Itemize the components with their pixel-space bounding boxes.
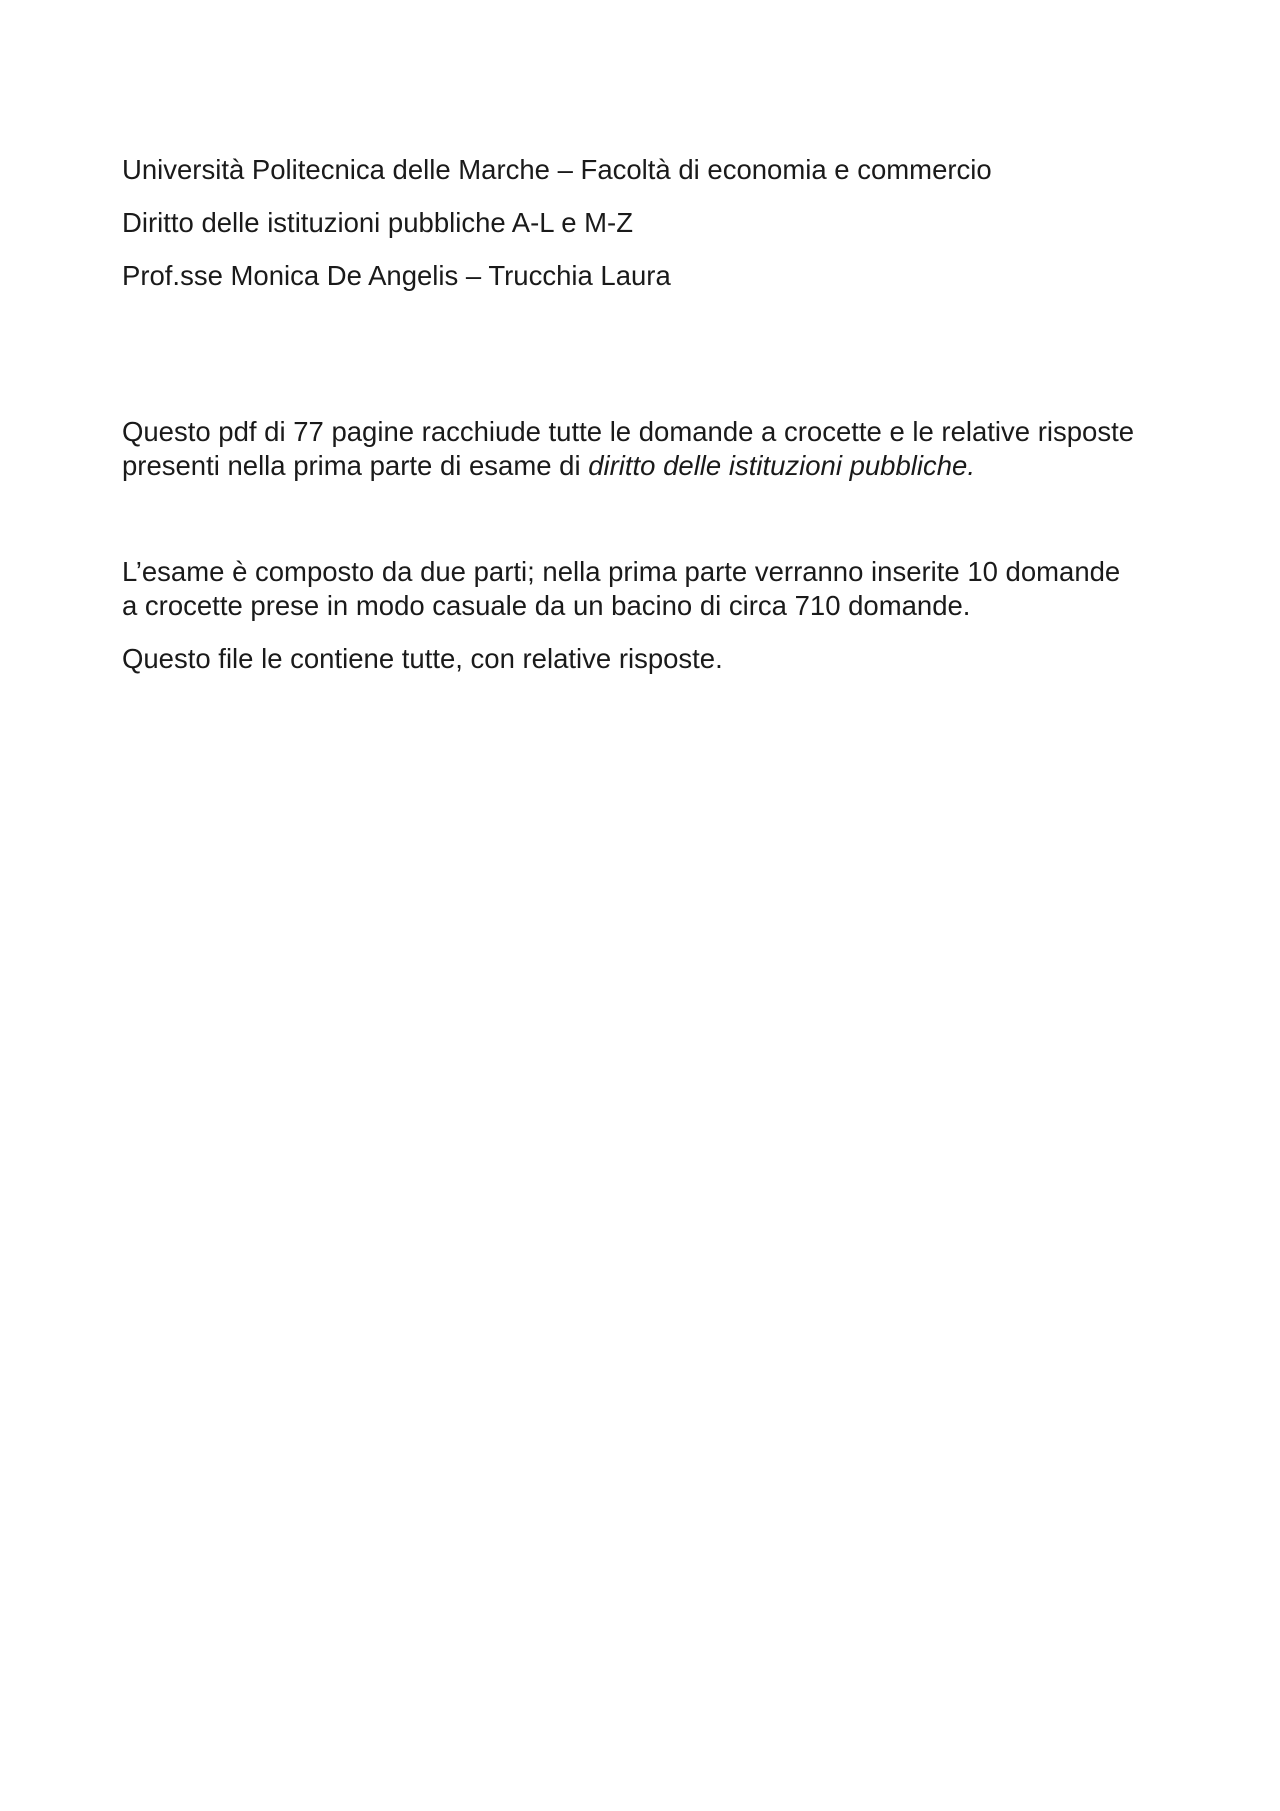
- exam-line-1: L’esame è composto da due parti; nella prima parte verranno inserite 10 domande: [122, 556, 1121, 587]
- intro-line-2-prefix: presenti nella prima parte di esame di: [122, 450, 589, 481]
- intro-line-2-subject: diritto delle istituzioni pubbliche.: [588, 450, 975, 481]
- exam-line-3: Questo file le contiene tutte, con relative risposte.: [122, 643, 723, 674]
- intro-line-1: Questo pdf di 77 pagine racchiude tutte le domande a crocette e le relative risposte: [122, 416, 1135, 447]
- course-line: Diritto delle istituzioni pubbliche A-L e M-Z: [122, 207, 634, 238]
- professors-line: Prof.sse Monica De Angelis – Trucchia Laura: [122, 260, 671, 291]
- university-line: Università Politecnica delle Marche – Facoltà di economia e commercio: [122, 154, 992, 185]
- intro-line-2: [122, 449, 975, 483]
- exam-line-2: a crocette prese in modo casuale da un bacino di circa 710 domande.: [122, 590, 971, 621]
